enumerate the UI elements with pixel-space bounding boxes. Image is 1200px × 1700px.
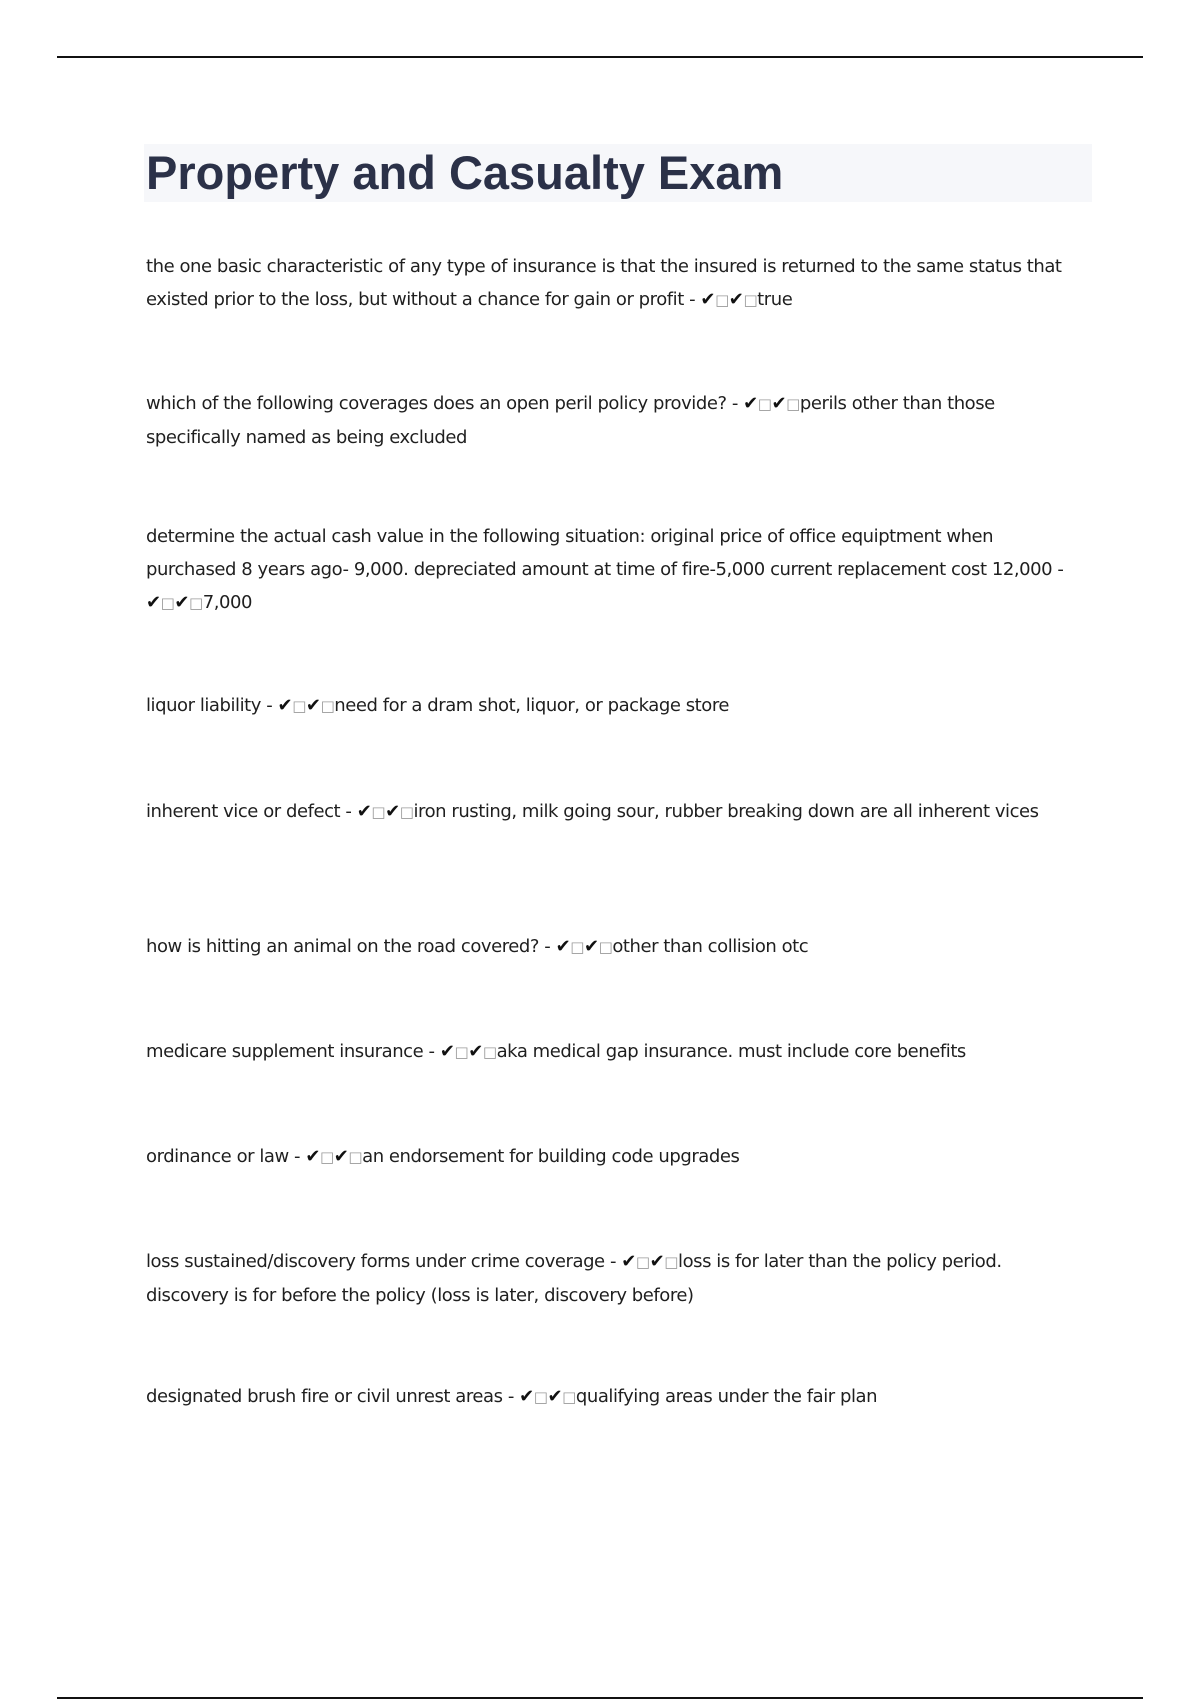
qa-item-10 (146, 1380, 1076, 1414)
question-text: determine the actual cash value in the following situation: original price of office equiptment when purchased 8 years ago- 9,000. depreciated amount at time of fire-5,000 current replacement cost 12,000 (146, 526, 1053, 580)
question-text: ordinance or law (146, 1146, 289, 1167)
qa-item-5 (146, 795, 1076, 829)
answer-text: need for a dram shot, liquor, or package store (334, 695, 730, 716)
check-icon: ✔ (547, 1386, 563, 1407)
box-icon: □ (160, 594, 175, 612)
answer-text: an endorsement for building code upgrades (362, 1146, 740, 1167)
question-text: designated brush fire or civil unrest areas (146, 1386, 503, 1407)
separator: - (538, 936, 556, 957)
box-icon: □ (664, 1253, 679, 1271)
box-icon: □ (292, 697, 306, 715)
check-icon: ✔ (700, 289, 716, 310)
separator: - (340, 801, 357, 822)
box-icon: □ (482, 1043, 497, 1061)
box-icon: □ (320, 697, 335, 715)
question-text: loss sustained/discovery forms under crime coverage (146, 1251, 605, 1272)
check-icon: ✔ (305, 695, 321, 716)
check-icon: ✔ (555, 936, 571, 957)
check-icon: ✔ (439, 1041, 455, 1062)
separator: - (1052, 559, 1064, 580)
answer-text: other than collision otc (612, 936, 809, 957)
answer-text: 7,000 (202, 592, 253, 613)
question-text: liquor liability (146, 695, 261, 716)
box-icon: □ (399, 803, 414, 821)
box-icon: □ (715, 291, 729, 309)
answer-text: iron rusting, milk going sour, rubber breaking down are all inherent vices (413, 801, 1039, 822)
qa-item-8 (146, 1140, 1076, 1174)
box-icon: □ (371, 803, 386, 821)
separator: - (423, 1041, 440, 1062)
qa-item-3 (146, 520, 1076, 620)
answer-text: perils other than those specifically named as being excluded (146, 393, 995, 448)
qa-item-4 (146, 689, 1076, 723)
qa-item-7 (146, 1035, 1076, 1069)
box-icon: □ (757, 395, 772, 413)
check-icon: ✔ (743, 393, 758, 414)
check-icon: ✔ (277, 695, 293, 716)
question-text: inherent vice or defect (146, 801, 341, 822)
box-icon: □ (189, 594, 203, 612)
check-icon: ✔ (583, 936, 599, 957)
document-title: Property and Casualty Exam (146, 146, 784, 199)
bottom-rule (57, 1697, 1143, 1699)
qa-item-1 (146, 250, 1076, 317)
separator: - (604, 1251, 622, 1272)
box-icon: □ (562, 1388, 576, 1406)
check-icon: ✔ (771, 393, 787, 414)
question-text: how is hitting an animal on the road covered? (146, 936, 539, 957)
check-icon: ✔ (519, 1386, 534, 1407)
qa-item-2 (146, 387, 1076, 454)
box-icon: □ (570, 938, 584, 956)
separator: - (726, 393, 744, 414)
separator: - (683, 289, 701, 310)
box-icon: □ (348, 1148, 363, 1166)
separator: - (260, 695, 278, 716)
separator: - (288, 1146, 306, 1167)
question-text: medicare supplement insurance (146, 1041, 424, 1062)
answer-text: qualifying areas under the fair plan (575, 1386, 878, 1407)
box-icon: □ (320, 1148, 334, 1166)
box-icon: □ (743, 291, 758, 309)
check-icon: ✔ (649, 1251, 665, 1272)
separator: - (502, 1386, 520, 1407)
top-rule (57, 56, 1143, 58)
qa-item-6 (146, 930, 1076, 964)
box-icon: □ (635, 1253, 650, 1271)
box-icon: □ (454, 1043, 469, 1061)
check-icon: ✔ (728, 289, 744, 310)
box-icon: □ (533, 1388, 548, 1406)
check-icon: ✔ (385, 801, 400, 822)
answer-text: true (757, 289, 793, 310)
check-icon: ✔ (174, 592, 190, 613)
check-icon: ✔ (356, 801, 372, 822)
check-icon: ✔ (468, 1041, 483, 1062)
qa-item-9 (146, 1245, 1076, 1312)
box-icon: □ (598, 938, 613, 956)
answer-text: loss is for later than the policy period. discovery is for before the policy (loss is later, discovery before) (146, 1251, 1002, 1306)
check-icon: ✔ (621, 1251, 636, 1272)
box-icon: □ (786, 395, 800, 413)
question-text: the one basic characteristic of any type of insurance is that the insured is returned to the same status that existed prior to the loss, but without a chance for gain or profit (146, 256, 1062, 310)
check-icon: ✔ (333, 1146, 349, 1167)
question-text: which of the following coverages does an open peril policy provide? (146, 393, 727, 414)
check-icon: ✔ (305, 1146, 320, 1167)
check-icon: ✔ (146, 592, 161, 613)
answer-text: aka medical gap insurance. must include core benefits (496, 1041, 966, 1062)
